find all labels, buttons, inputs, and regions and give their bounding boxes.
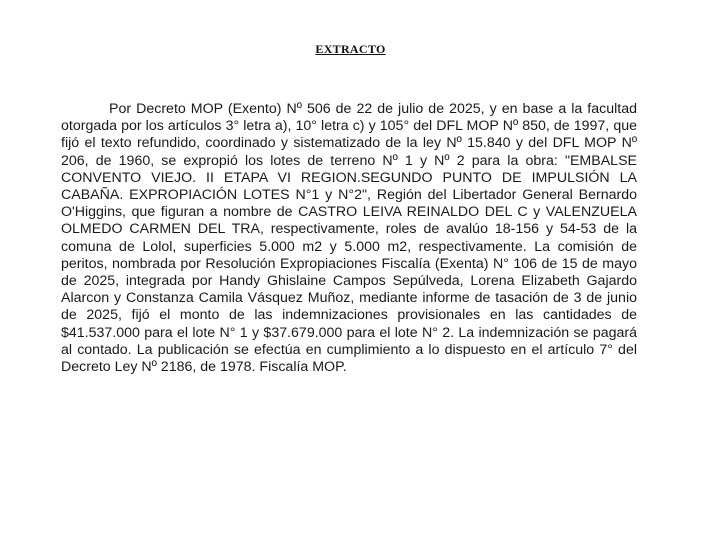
document-title — [0, 42, 701, 57]
document-title-text: EXTRACTO — [315, 42, 386, 56]
document-body-paragraph: Por Decreto MOP (Exento) Nº 506 de 22 de julio de 2025, y en base a la facultad otorgada por los artículos 3° letra a), 10° letra c) y 105° del DFL MOP Nº 850, de 1997, que fijó el texto refundido, coordinado y sistematizado de la ley Nº 15.840 y del DFL MOP Nº 206, de 1960, se expropió los lotes de terreno Nº 1 y Nº 2 para la obra: "EMBALSE CONVENTO VIEJO. II ETAPA VI REGION.SEGUNDO PUNTO DE IMPULSIÓN LA CABAÑA. EXPROPIACIÓN LOTES N°1 y N°2", Región del Libertador General Bernardo O'Higgins, que figuran a nombre de CASTRO LEIVA REINALDO DEL C y VALENZUELA OLMEDO CARMEN DEL TRA, respectivamente, roles de avalúo 18-156 y 54-53 de la comuna de Lolol, superficies 5.000 m2 y 5.000 m2, respectivamente. La comisión de peritos, nombrada por Resolución Expropiaciones Fiscalía (Exenta) N° 106 de 15 de mayo de 2025, integrada por Handy Ghislaine Campos Sepúlveda, Lorena Elizabeth Gajardo Alarcon y Constanza Camila Vásquez Muñoz, mediante informe de tasación de 3 de junio de 2025, fijó el monto de las indemnizaciones provisionales en las cantidades de $41.537.000 para el lote N° 1 y $37.679.000 para el lote N° 2. La indemnización se pagará al contado. La publicación se efectúa en cumplimiento a lo dispuesto en el artículo 7° del Decreto Ley Nº 2186, de 1978. Fiscalía MOP. — [61, 101, 637, 376]
